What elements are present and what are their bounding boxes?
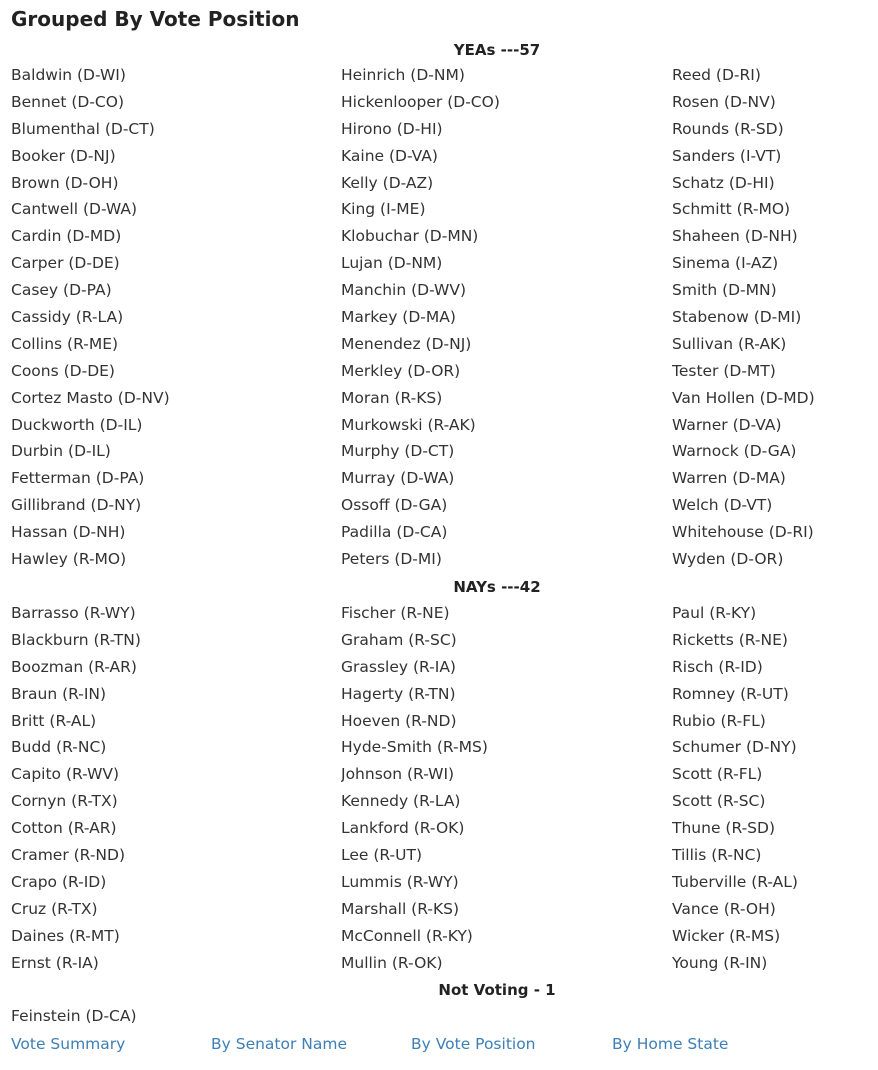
vote-summary-link[interactable]: Vote Summary (11, 1035, 126, 1053)
senator-entry: Cornyn (R-TX) (11, 792, 118, 811)
senator-entry: Romney (R-UT) (672, 684, 789, 703)
senator-entry: Menendez (D-NJ) (341, 334, 472, 353)
senator-entry: Vance (R-OH) (672, 899, 776, 918)
senator-entry: Lummis (R-WY) (341, 872, 459, 891)
senator-entry: Gillibrand (D-NY) (11, 496, 142, 515)
senator-entry: Smith (D-MN) (672, 281, 777, 300)
senator-entry: Wyden (D-OR) (672, 550, 784, 569)
senator-entry: Merkley (D-OR) (341, 361, 461, 380)
senator-entry: Bennet (D-CO) (11, 92, 125, 111)
senator-entry: Risch (R-ID) (672, 657, 763, 676)
vote-navigation (11, 1032, 812, 1056)
senator-entry: Scott (R-FL) (672, 765, 763, 784)
senator-entry: Carper (D-DE) (11, 254, 120, 273)
senator-entry: Stabenow (D-MI) (672, 308, 802, 327)
yeas-heading: YEAs ---57 (453, 41, 541, 59)
senator-entry: Kennedy (R-LA) (341, 792, 461, 811)
senator-entry: Hickenlooper (D-CO) (341, 92, 500, 111)
senator-entry: Warren (D-MA) (672, 469, 786, 488)
senator-entry: Whitehouse (D-RI) (672, 523, 814, 542)
senator-entry: Moran (R-KS) (341, 388, 443, 407)
senator-entry: Klobuchar (D-MN) (341, 227, 479, 246)
senator-entry: Lankford (R-OK) (341, 819, 465, 838)
senator-entry: Tester (D-MT) (672, 361, 776, 380)
senator-entry: Barrasso (R-WY) (11, 604, 136, 622)
senator-entry: Schmitt (R-MO) (672, 200, 791, 219)
senator-entry: Rosen (D-NV) (672, 92, 776, 111)
senator-entry: Young (R-IN) (672, 953, 768, 972)
senator-entry: Johnson (R-WI) (341, 765, 455, 784)
senator-entry: Cortez Masto (D-NV) (11, 388, 170, 407)
senator-entry: Cramer (R-ND) (11, 846, 125, 865)
senator-entry: Hoeven (R-ND) (341, 711, 457, 730)
yeas-list (11, 62, 878, 573)
not-voting-heading: Not Voting - 1 (438, 981, 556, 999)
nays-heading: NAYs ---42 (453, 578, 541, 596)
senator-entry: Crapo (R-ID) (11, 872, 107, 891)
senator-entry: Fischer (R-NE) (341, 604, 450, 622)
senator-entry: Shaheen (D-NH) (672, 227, 798, 246)
senator-entry: Padilla (D-CA) (341, 523, 448, 542)
by-senator-name-link[interactable]: By Senator Name (211, 1035, 348, 1053)
not-voting-list (11, 1003, 878, 1030)
senator-entry: Hagerty (R-TN) (341, 684, 456, 703)
by-home-state-link[interactable]: By Home State (612, 1035, 729, 1053)
senator-entry: Warnock (D-GA) (672, 442, 797, 461)
senator-entry: Collins (R-ME) (11, 334, 119, 353)
senator-entry: Brown (D-OH) (11, 173, 119, 192)
senator-entry: Cardin (D-MD) (11, 227, 122, 246)
senator-entry: Murphy (D-CT) (341, 442, 455, 461)
senator-entry: Ossoff (D-GA) (341, 496, 448, 515)
senator-entry: Cruz (R-TX) (11, 899, 98, 918)
senator-entry: Daines (R-MT) (11, 926, 120, 945)
senator-entry: Budd (R-NC) (11, 738, 107, 757)
senator-entry: Fetterman (D-PA) (11, 469, 145, 488)
senator-entry: Capito (R-WV) (11, 765, 120, 784)
senator-entry: Schumer (D-NY) (672, 738, 797, 757)
senator-entry: Cantwell (D-WA) (11, 200, 138, 219)
senator-entry: Warner (D-VA) (672, 415, 782, 434)
empty-cell (341, 1003, 672, 1030)
senator-entry: Grassley (R-IA) (341, 657, 456, 676)
senator-entry: Lee (R-UT) (341, 846, 423, 865)
senator-entry: Britt (R-AL) (11, 711, 97, 730)
senator-entry: Reed (D-RI) (672, 66, 761, 84)
senator-entry: Boozman (R-AR) (11, 657, 137, 676)
senator-entry: Casey (D-PA) (11, 281, 112, 300)
senator-entry: Graham (R-SC) (341, 630, 457, 649)
senator-entry: Kelly (D-AZ) (341, 173, 434, 192)
senator-entry: Sinema (I-AZ) (672, 254, 779, 273)
senator-entry: Paul (R-KY) (672, 604, 757, 622)
senator-entry: Lujan (D-NM) (341, 254, 443, 273)
senator-entry: Rounds (R-SD) (672, 119, 784, 138)
senator-entry: Kaine (D-VA) (341, 146, 438, 165)
senator-entry: Cotton (R-AR) (11, 819, 117, 838)
senator-entry: Heinrich (D-NM) (341, 66, 465, 84)
senator-entry: Markey (D-MA) (341, 308, 456, 327)
senator-entry: McConnell (R-KY) (341, 926, 473, 945)
senator-entry: Manchin (D-WV) (341, 281, 467, 300)
senator-entry: Blumenthal (D-CT) (11, 119, 155, 138)
senator-entry: Ernst (R-IA) (11, 953, 99, 972)
senator-entry: Sullivan (R-AK) (672, 334, 787, 353)
senator-entry: Hassan (D-NH) (11, 523, 126, 542)
senator-entry: Booker (D-NJ) (11, 146, 116, 165)
senator-entry: Van Hollen (D-MD) (672, 388, 815, 407)
senator-entry: Cassidy (R-LA) (11, 308, 124, 327)
empty-cell (672, 1003, 878, 1030)
senator-entry: Murray (D-WA) (341, 469, 455, 488)
senator-entry: Rubio (R-FL) (672, 711, 766, 730)
senator-entry: Durbin (D-IL) (11, 442, 111, 461)
senator-entry: Scott (R-SC) (672, 792, 766, 811)
nays-list (11, 600, 878, 976)
senator-entry: King (I-ME) (341, 200, 426, 219)
senator-entry: Blackburn (R-TN) (11, 630, 141, 649)
senator-entry: Duckworth (D-IL) (11, 415, 143, 434)
senator-entry: Welch (D-VT) (672, 496, 773, 515)
senator-entry: Mullin (R-OK) (341, 953, 443, 972)
senator-entry: Braun (R-IN) (11, 684, 107, 703)
senator-entry: Marshall (R-KS) (341, 899, 460, 918)
senator-entry: Tillis (R-NC) (672, 846, 762, 865)
senator-entry: Murkowski (R-AK) (341, 415, 476, 434)
senator-entry: Baldwin (D-WI) (11, 66, 126, 84)
senator-entry: Schatz (D-HI) (672, 173, 775, 192)
senator-entry: Peters (D-MI) (341, 550, 442, 569)
senator-entry: Tuberville (R-AL) (672, 872, 798, 891)
senator-entry: Hawley (R-MO) (11, 550, 127, 569)
senator-entry: Sanders (I-VT) (672, 146, 782, 165)
page-title: Grouped By Vote Position (11, 7, 300, 31)
senator-entry: Feinstein (D-CA) (11, 1007, 137, 1025)
senator-entry: Coons (D-DE) (11, 361, 115, 380)
senator-entry: Thune (R-SD) (672, 819, 776, 838)
senator-entry: Hyde-Smith (R-MS) (341, 738, 488, 757)
senator-entry: Ricketts (R-NE) (672, 630, 788, 649)
by-vote-position-link[interactable]: By Vote Position (411, 1035, 536, 1053)
senator-entry: Wicker (R-MS) (672, 926, 781, 945)
senator-entry: Hirono (D-HI) (341, 119, 443, 138)
